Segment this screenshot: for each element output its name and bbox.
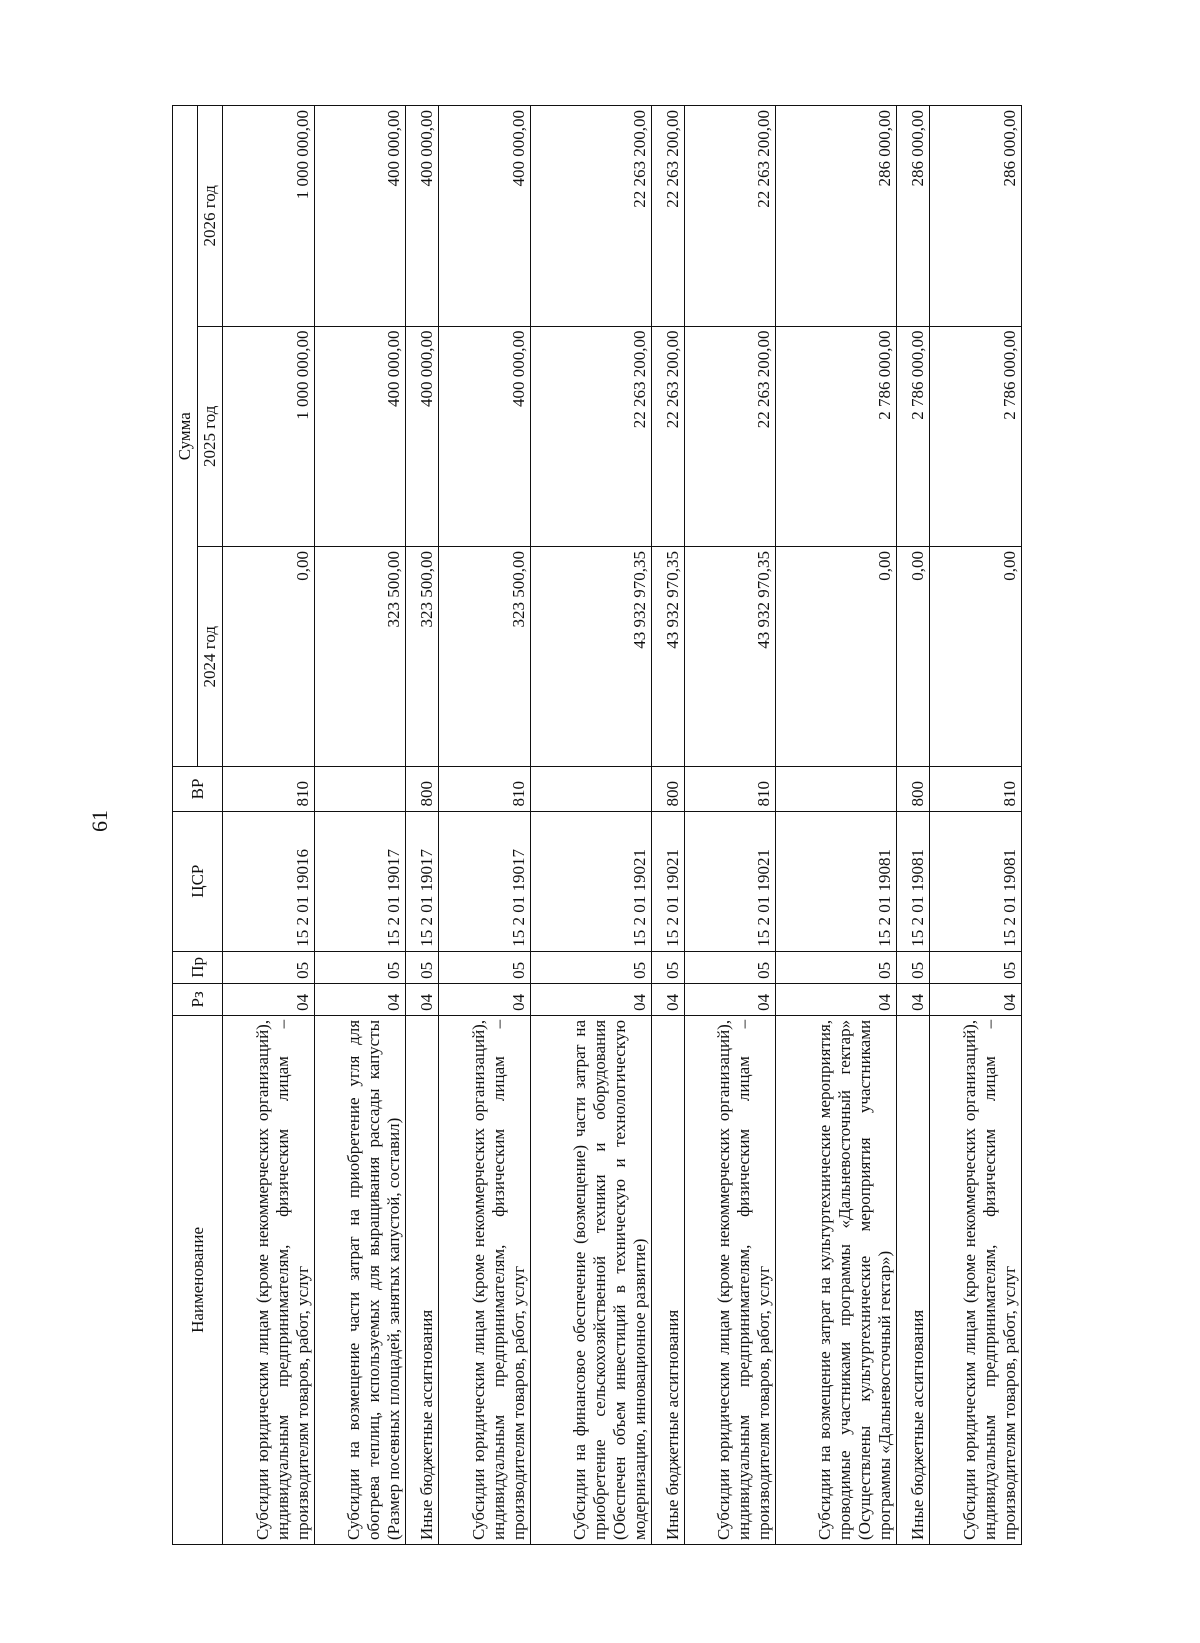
row-pr: 05 bbox=[530, 951, 651, 983]
row-rz: 04 bbox=[930, 983, 1022, 1015]
header-name: Наименование bbox=[173, 1015, 223, 1544]
row-name: Субсидии юридическим лицам (кроме некоммерческих организаций), индивидуальным предпринимателям, физическим лицам – производителям товаров, работ, услуг bbox=[223, 1015, 315, 1544]
row-vr bbox=[776, 767, 897, 811]
row-rz: 04 bbox=[406, 983, 439, 1015]
row-rz: 04 bbox=[651, 983, 684, 1015]
row-vr: 810 bbox=[439, 767, 531, 811]
row-csr: 15 2 01 19017 bbox=[406, 811, 439, 951]
row-csr: 15 2 01 19017 bbox=[314, 811, 406, 951]
row-amount-2024: 323 500,00 bbox=[439, 546, 531, 766]
row-pr: 05 bbox=[897, 951, 930, 983]
row-amount-2025: 22 263 200,00 bbox=[530, 326, 651, 546]
row-pr: 05 bbox=[439, 951, 531, 983]
table-header bbox=[173, 106, 223, 1545]
table-row bbox=[314, 106, 406, 1545]
row-vr: 810 bbox=[684, 767, 776, 811]
row-vr bbox=[314, 767, 406, 811]
row-csr: 15 2 01 19081 bbox=[897, 811, 930, 951]
row-pr: 05 bbox=[776, 951, 897, 983]
row-rz: 04 bbox=[776, 983, 897, 1015]
row-pr: 05 bbox=[930, 951, 1022, 983]
row-pr: 05 bbox=[223, 951, 315, 983]
table-row bbox=[406, 106, 439, 1545]
row-pr: 05 bbox=[651, 951, 684, 983]
row-vr: 810 bbox=[930, 767, 1022, 811]
header-sum: Сумма bbox=[173, 106, 198, 767]
row-rz: 04 bbox=[314, 983, 406, 1015]
table-row bbox=[651, 106, 684, 1545]
row-amount-2024: 43 932 970,35 bbox=[651, 546, 684, 766]
row-vr: 810 bbox=[223, 767, 315, 811]
page-number: 61 bbox=[87, 810, 112, 832]
row-amount-2024: 323 500,00 bbox=[406, 546, 439, 766]
row-vr: 800 bbox=[651, 767, 684, 811]
row-amount-2026: 22 263 200,00 bbox=[684, 106, 776, 327]
row-amount-2024: 0,00 bbox=[223, 546, 315, 766]
header-year-2024: 2024 год bbox=[198, 546, 223, 766]
row-amount-2024: 323 500,00 bbox=[314, 546, 406, 766]
row-name: Субсидии на возмещение части затрат на приобретение угля для обогрева теплиц, используемых для выращивания рассады капусты (Размер посевных площадей, занятых капустой, составил) bbox=[314, 1015, 406, 1544]
row-amount-2026: 286 000,00 bbox=[930, 106, 1022, 327]
row-amount-2026: 286 000,00 bbox=[897, 106, 930, 327]
row-vr: 800 bbox=[406, 767, 439, 811]
row-name: Субсидии юридическим лицам (кроме некоммерческих организаций), индивидуальным предпринимателям, физическим лицам – производителям товаров, работ, услуг bbox=[439, 1015, 531, 1544]
row-name: Иные бюджетные ассигнования bbox=[406, 1015, 439, 1544]
row-pr: 05 bbox=[684, 951, 776, 983]
row-amount-2026: 286 000,00 bbox=[776, 106, 897, 327]
row-csr: 15 2 01 19016 bbox=[223, 811, 315, 951]
row-amount-2025: 2 786 000,00 bbox=[930, 326, 1022, 546]
table-row bbox=[897, 106, 930, 1545]
row-name: Иные бюджетные ассигнования bbox=[897, 1015, 930, 1544]
row-amount-2025: 400 000,00 bbox=[439, 326, 531, 546]
row-csr: 15 2 01 19081 bbox=[776, 811, 897, 951]
row-pr: 05 bbox=[314, 951, 406, 983]
row-vr: 800 bbox=[897, 767, 930, 811]
row-amount-2024: 0,00 bbox=[776, 546, 897, 766]
row-amount-2025: 400 000,00 bbox=[314, 326, 406, 546]
row-name: Субсидии на возмещение затрат на культуртехнические мероприятия, проводимые участниками программы «Дальневосточный гектар» (Осуществлены культуртехнические мероприятия участниками программы «Дальневосточный гектар») bbox=[776, 1015, 897, 1544]
row-csr: 15 2 01 19017 bbox=[439, 811, 531, 951]
row-pr: 05 bbox=[406, 951, 439, 983]
row-amount-2026: 22 263 200,00 bbox=[651, 106, 684, 327]
row-vr bbox=[530, 767, 651, 811]
row-csr: 15 2 01 19081 bbox=[930, 811, 1022, 951]
row-rz: 04 bbox=[530, 983, 651, 1015]
row-amount-2025: 400 000,00 bbox=[406, 326, 439, 546]
header-rz: Рз bbox=[173, 983, 223, 1015]
row-amount-2025: 2 786 000,00 bbox=[897, 326, 930, 546]
table-body bbox=[223, 106, 1022, 1545]
row-amount-2024: 43 932 970,35 bbox=[530, 546, 651, 766]
row-amount-2025: 22 263 200,00 bbox=[651, 326, 684, 546]
row-amount-2024: 0,00 bbox=[897, 546, 930, 766]
row-amount-2025: 1 000 000,00 bbox=[223, 326, 315, 546]
row-amount-2026: 22 263 200,00 bbox=[530, 106, 651, 327]
row-amount-2026: 1 000 000,00 bbox=[223, 106, 315, 327]
table-row bbox=[776, 106, 897, 1545]
row-amount-2024: 0,00 bbox=[930, 546, 1022, 766]
header-year-2026: 2026 год bbox=[198, 106, 223, 327]
row-name: Иные бюджетные ассигнования bbox=[651, 1015, 684, 1544]
row-amount-2025: 22 263 200,00 bbox=[684, 326, 776, 546]
table-row bbox=[930, 106, 1022, 1545]
row-csr: 15 2 01 19021 bbox=[651, 811, 684, 951]
row-rz: 04 bbox=[897, 983, 930, 1015]
row-rz: 04 bbox=[439, 983, 531, 1015]
table-row bbox=[530, 106, 651, 1545]
budget-table-container bbox=[172, 105, 1022, 1545]
row-csr: 15 2 01 19021 bbox=[684, 811, 776, 951]
row-rz: 04 bbox=[684, 983, 776, 1015]
row-amount-2025: 2 786 000,00 bbox=[776, 326, 897, 546]
header-vr: ВР bbox=[173, 767, 223, 811]
table-row bbox=[684, 106, 776, 1545]
header-year-2025: 2025 год bbox=[198, 326, 223, 546]
row-amount-2024: 43 932 970,35 bbox=[684, 546, 776, 766]
row-rz: 04 bbox=[223, 983, 315, 1015]
row-amount-2026: 400 000,00 bbox=[439, 106, 531, 327]
row-amount-2026: 400 000,00 bbox=[406, 106, 439, 327]
row-amount-2026: 400 000,00 bbox=[314, 106, 406, 327]
table-row bbox=[439, 106, 531, 1545]
row-name: Субсидии на финансовое обеспечение (возмещение) части затрат на приобретение сельскохозяйственной техники и оборудования (Обеспечен объем инвестиций в техническую и технологическую модернизацию, инновационное развитие) bbox=[530, 1015, 651, 1544]
row-csr: 15 2 01 19021 bbox=[530, 811, 651, 951]
budget-table bbox=[172, 105, 1022, 1545]
row-name: Субсидии юридическим лицам (кроме некоммерческих организаций), индивидуальным предпринимателям, физическим лицам – производителям товаров, работ, услуг bbox=[930, 1015, 1022, 1544]
table-row bbox=[223, 106, 315, 1545]
header-pr: Пр bbox=[173, 951, 223, 983]
row-name: Субсидии юридическим лицам (кроме некоммерческих организаций), индивидуальным предпринимателям, физическим лицам – производителям товаров, работ, услуг bbox=[684, 1015, 776, 1544]
header-csr: ЦСР bbox=[173, 811, 223, 951]
